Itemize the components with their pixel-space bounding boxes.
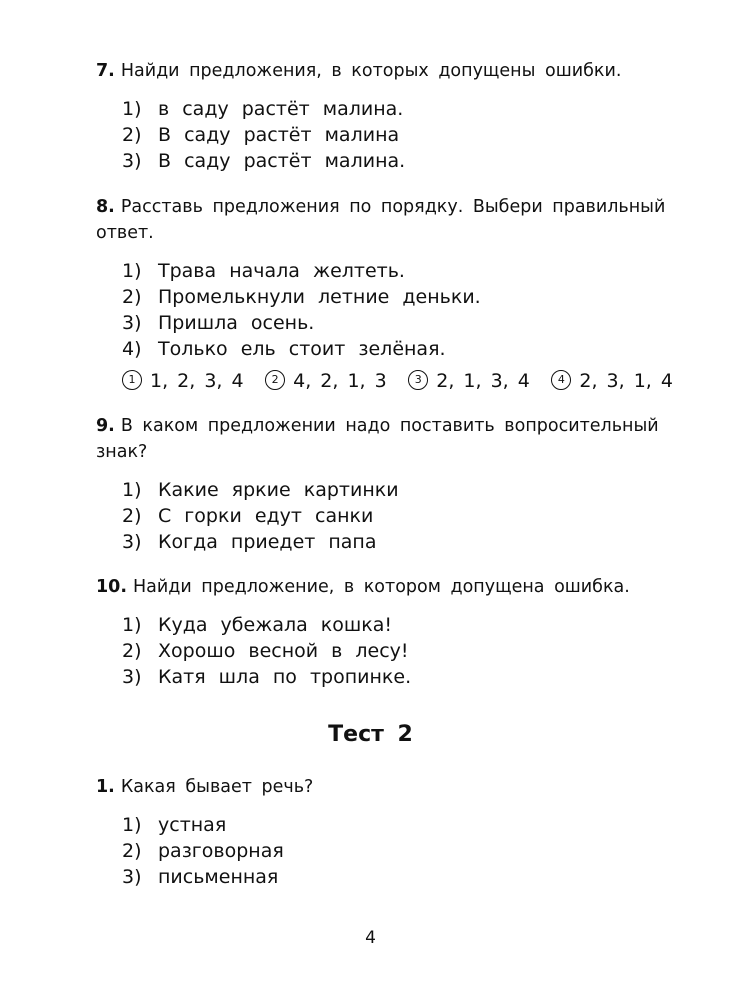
option (122, 503, 673, 529)
option-text: Какие яркие картинки (158, 479, 399, 501)
question-7 (96, 58, 673, 174)
circled-number: 2 (265, 370, 285, 390)
question-number: 8. (96, 197, 115, 217)
answer-choices (96, 370, 673, 392)
answer-text: 1, 2, 3, 4 (150, 370, 244, 392)
option-number: 3) (122, 531, 142, 553)
options-list (96, 612, 673, 690)
question-prompt (96, 774, 673, 800)
option-text: Куда убежала кошка! (158, 614, 393, 636)
test-title: Тест 2 (328, 722, 413, 747)
option-number: 3) (122, 666, 142, 688)
test2-question-1 (96, 774, 673, 890)
question-8 (96, 194, 673, 392)
circled-number: 1 (122, 370, 142, 390)
question-9 (96, 413, 673, 555)
option-number: 2) (122, 840, 142, 862)
page-number: 4 (365, 928, 376, 948)
option-number: 1) (122, 479, 142, 501)
options-list (96, 477, 673, 555)
options-list (96, 96, 673, 174)
question-prompt (96, 413, 673, 465)
question-number: 7. (96, 61, 115, 81)
question-10 (96, 574, 673, 690)
options-list (96, 258, 673, 362)
question-number: 9. (96, 416, 115, 436)
answer-choice[interactable] (551, 370, 673, 392)
option (122, 148, 673, 174)
option-text: В саду растёт малина (158, 124, 400, 146)
question-text: Какая бывает речь? (120, 777, 314, 797)
option-number: 1) (122, 260, 142, 282)
answer-choice[interactable] (265, 370, 387, 392)
option-number: 2) (122, 286, 142, 308)
option (122, 122, 673, 148)
option-text: письменная (158, 866, 279, 888)
answer-text: 4, 2, 1, 3 (293, 370, 387, 392)
option-number: 3) (122, 312, 142, 334)
option-text: в саду растёт малина. (158, 98, 404, 120)
option-text: Хорошо весной в лесу! (158, 640, 409, 662)
option (122, 529, 673, 555)
option-number: 2) (122, 640, 142, 662)
option (122, 96, 673, 122)
option-number: 3) (122, 150, 142, 172)
option-number: 1) (122, 98, 142, 120)
option (122, 284, 673, 310)
option-number: 1) (122, 614, 142, 636)
answer-text: 2, 3, 1, 4 (579, 370, 673, 392)
option-text: Промелькнули летние деньки. (158, 286, 481, 308)
question-text: Найди предложения, в которых допущены ошибки. (120, 61, 622, 81)
option-text: Пришла осень. (158, 312, 315, 334)
option (122, 864, 673, 890)
question-number: 1. (96, 777, 115, 797)
option (122, 310, 673, 336)
option-text: Трава начала желтеть. (158, 260, 405, 282)
option (122, 664, 673, 690)
question-prompt (96, 194, 673, 246)
option-number: 1) (122, 814, 142, 836)
option-text: Катя шла по тропинке. (158, 666, 412, 688)
answer-text: 2, 1, 3, 4 (436, 370, 530, 392)
answer-choice[interactable] (408, 370, 530, 392)
option-number: 2) (122, 124, 142, 146)
option (122, 838, 673, 864)
option (122, 336, 673, 362)
question-number: 10. (96, 577, 128, 597)
question-text: Расставь предложения по порядку. Выбери правильный ответ. (96, 197, 666, 243)
option-text: С горки едут санки (158, 505, 374, 527)
circled-number: 3 (408, 370, 428, 390)
option-number: 2) (122, 505, 142, 527)
question-text: Найди предложение, в котором допущена ошибка. (133, 577, 630, 597)
option-text: В саду растёт малина. (158, 150, 406, 172)
options-list (96, 812, 673, 890)
option-number: 3) (122, 866, 142, 888)
option-text: устная (158, 814, 227, 836)
question-text: В каком предложении надо поставить вопросительный знак? (96, 416, 659, 462)
answer-choice[interactable] (122, 370, 244, 392)
circled-number: 4 (551, 370, 571, 390)
option (122, 258, 673, 284)
question-prompt (96, 574, 673, 600)
option (122, 638, 673, 664)
option-text: разговорная (158, 840, 284, 862)
option (122, 612, 673, 638)
option (122, 477, 673, 503)
option-text: Когда приедет папа (158, 531, 377, 553)
option-number: 4) (122, 338, 142, 360)
option-text: Только ель стоит зелёная. (158, 338, 446, 360)
option (122, 812, 673, 838)
question-prompt (96, 58, 673, 84)
